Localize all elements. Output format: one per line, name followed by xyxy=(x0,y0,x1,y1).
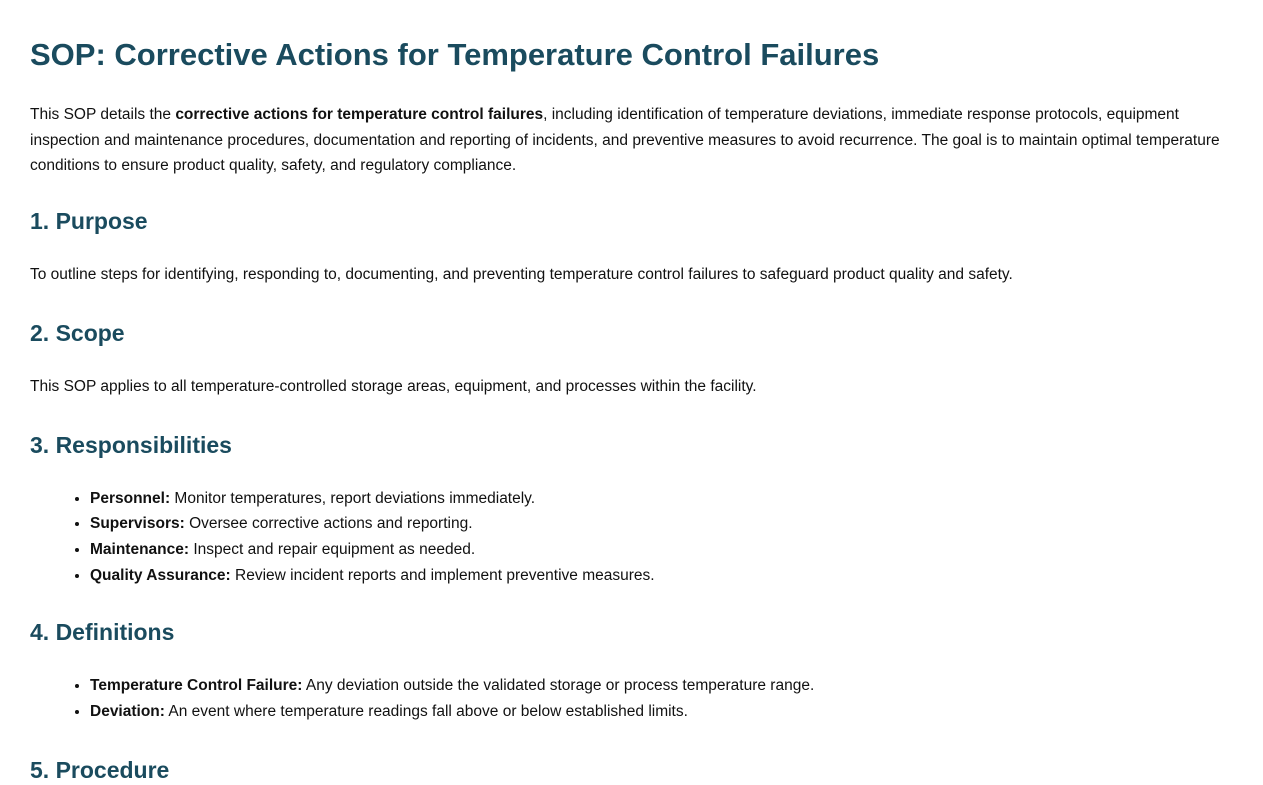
responsibilities-list xyxy=(30,486,1233,589)
list-item xyxy=(90,537,1233,563)
list-item-desc: Monitor temperatures, report deviations immediately. xyxy=(170,489,536,507)
list-item-desc: Any deviation outside the validated storage or process temperature range. xyxy=(302,677,815,695)
scope-text: This SOP applies to all temperature-controlled storage areas, equipment, and processes within the facility. xyxy=(30,377,757,395)
intro-text-after: , including identification of temperature deviations, immediate response protocols, equipment inspection and maintenance procedures, documentation and reporting of incidents, and preventive measures to avoid recurrence. The goal is to maintain optimal temperature conditions to ensure product quality, safety, and regulatory compliance. xyxy=(30,106,1220,174)
section-heading-purpose: 1. Purpose xyxy=(30,207,148,234)
list-item-term: Personnel: xyxy=(90,489,171,507)
definitions-list xyxy=(30,673,1233,724)
intro-paragraph xyxy=(30,102,1233,179)
page-title: SOP: Corrective Actions for Temperature Control Failures xyxy=(30,37,880,72)
list-item xyxy=(90,563,1233,589)
list-item-term: Temperature Control Failure: xyxy=(90,677,303,695)
list-item-term: Maintenance: xyxy=(90,540,190,558)
list-item-desc: Oversee corrective actions and reporting. xyxy=(184,515,473,533)
purpose-text: To outline steps for identifying, responding to, documenting, and preventing temperature control failures to safeguard product quality and safety. xyxy=(30,265,1013,283)
list-item xyxy=(90,699,1233,725)
list-item-term: Quality Assurance: xyxy=(90,566,231,584)
section-heading-scope: 2. Scope xyxy=(30,319,125,346)
list-item-term: Deviation: xyxy=(90,703,165,721)
section-heading-responsibilities: 3. Responsibilities xyxy=(30,431,232,458)
section-heading-definitions: 4. Definitions xyxy=(30,619,175,646)
list-item xyxy=(90,486,1233,512)
intro-text-bold: corrective actions for temperature control failures xyxy=(175,106,544,123)
list-item xyxy=(90,511,1233,537)
intro-text-before: This SOP details the xyxy=(30,106,176,123)
list-item-desc: Inspect and repair equipment as needed. xyxy=(189,540,476,558)
list-item-desc: Review incident reports and implement preventive measures. xyxy=(230,566,655,584)
section-heading-procedure: 5. Procedure xyxy=(30,756,170,783)
list-item-term: Supervisors: xyxy=(90,515,185,533)
list-item xyxy=(90,673,1233,699)
list-item-desc: An event where temperature readings fall above or below established limits. xyxy=(164,703,688,721)
